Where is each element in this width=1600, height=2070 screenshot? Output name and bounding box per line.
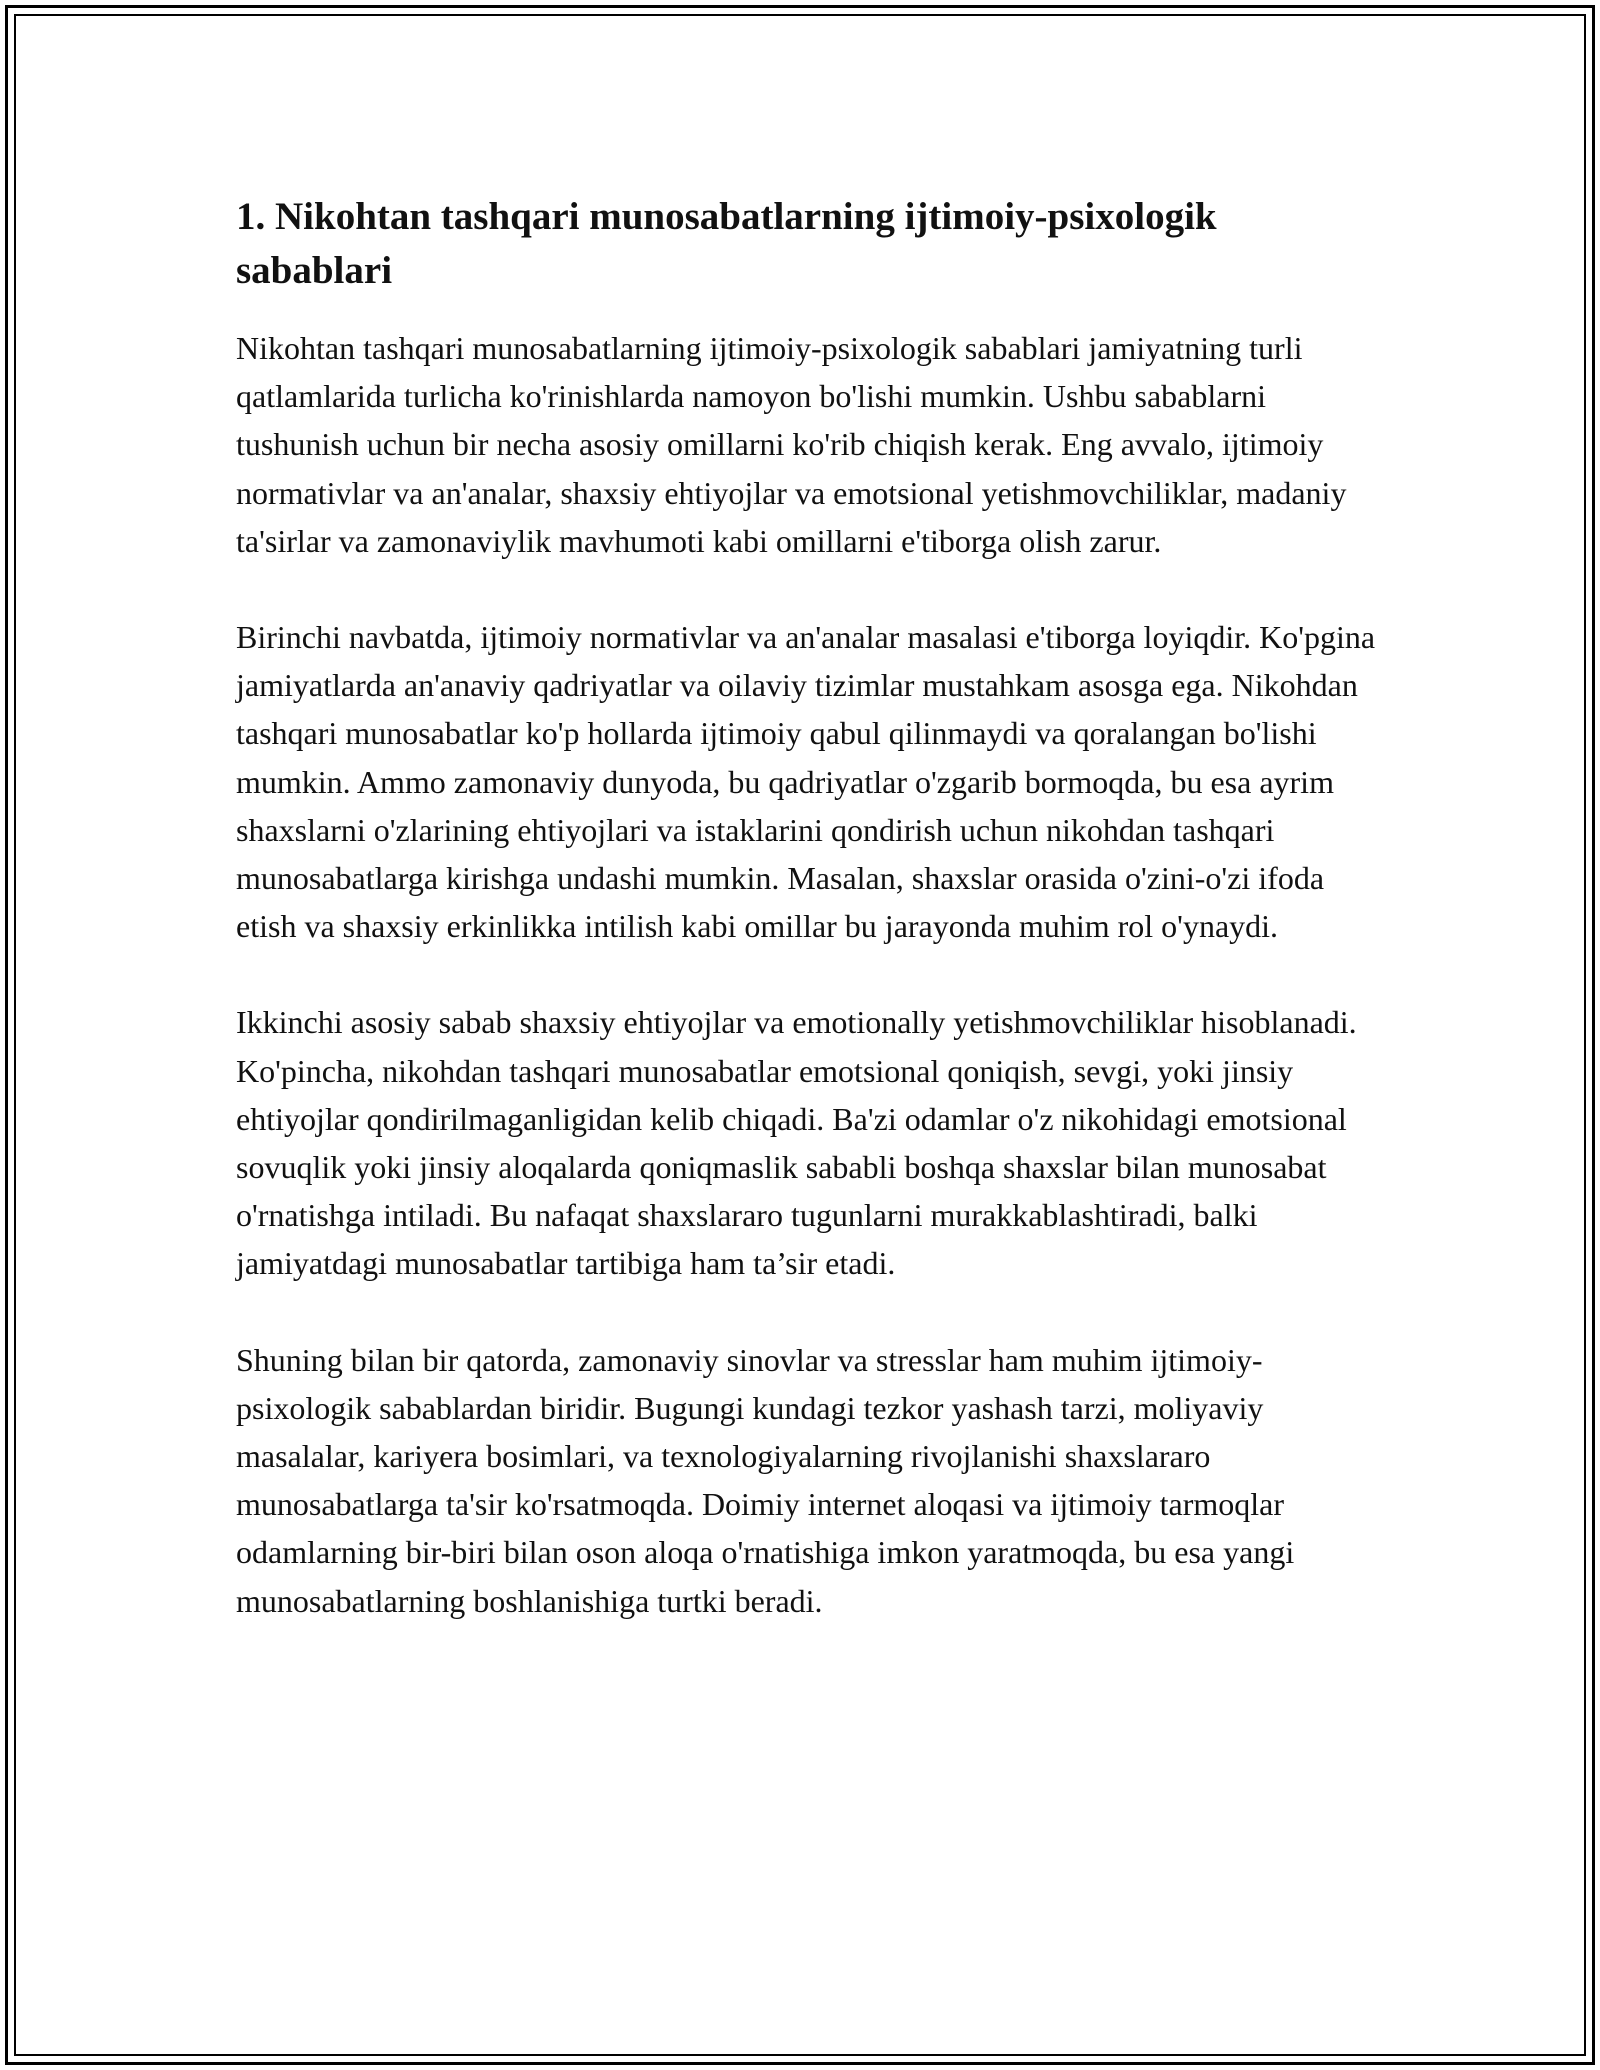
- paragraph-3: Ikkinchi asosiy sabab shaxsiy ehtiyojlar va emotionally yetishmovchiliklar hisoblanadi. Ko'pincha, nikohdan tashqari munosabatlar emotsional qoniqish, sevgi, yoki jinsiy ehtiyojlar qondirilmaganligidan kelib chiqadi. Ba'zi odamlar o'z nikohidagi emotsional sovuqlik yoki jinsiy aloqalarda qoniqmaslik sababli boshqa shaxslar bilan munosabat o'rnatishga intiladi. Bu nafaqat shaxslararo tugunlarni murakkablashtiradi, balki jamiyatdagi munosabatlar tartibiga ham ta’sir etadi.: [236, 1004, 1357, 1282]
- document-body: [236, 190, 1376, 1673]
- paragraph-1: Nikohtan tashqari munosabatlarning ijtimoiy-psixologik sabablari jamiyatning turli qatlamlarida turlicha ko'rinishlarda namoyon bo'lishi mumkin. Ushbu sabablarni tushunish uchun bir necha asosiy omillarni ko'rib chiqish kerak. Eng avvalo, ijtimoiy normativlar va an'analar, shaxsiy ehtiyojlar va emotsional yetishmovchiliklar, madaniy ta'sirlar va zamonaviylik mavhumoti kabi omillarni e'tiborga olish zarur.: [236, 330, 1347, 559]
- section-heading: 1. Nikohtan tashqari munosabatlarning ijtimoiy-psixologik sabablari: [236, 195, 1217, 292]
- paragraph-2: Birinchi navbatda, ijtimoiy normativlar va an'analar masalasi e'tiborga loyiqdir. Ko'pgina jamiyatlarda an'anaviy qadriyatlar va oilaviy tizimlar mustahkam asosga ega. Nikohdan tashqari munosabatlar ko'p hollarda ijtimoiy qabul qilinmaydi va qoralangan bo'lishi mumkin. Ammo zamonaviy dunyoda, bu qadriyatlar o'zgarib bormoqda, bu esa ayrim shaxslarni o'zlarining ehtiyojlari va istaklarini qondirish uchun nikohdan tashqari munosabatlarga kirishga undashi mumkin. Masalan, shaxslar orasida o'zini-o'zi ifoda etish va shaxsiy erkinlikka intilish kabi omillar bu jarayonda muhim rol o'ynaydi.: [236, 619, 1376, 945]
- paragraph-4: Shuning bilan bir qatorda, zamonaviy sinovlar va stresslar ham muhim ijtimoiy-psixologik sabablardan biridir. Bugungi kundagi tezkor yashash tarzi, moliyaviy masalalar, kariyera bosimlari, va texnologiyalarning rivojlanishi shaxslararo munosabatlarga ta'sir ko'rsatmoqda. Doimiy internet aloqasi va ijtimoiy tarmoqlar odamlarning bir-biri bilan oson aloqa o'rnatishiga imkon yaratmoqda, bu esa yangi munosabatlarning boshlanishiga turtki beradi.: [236, 1341, 1295, 1619]
